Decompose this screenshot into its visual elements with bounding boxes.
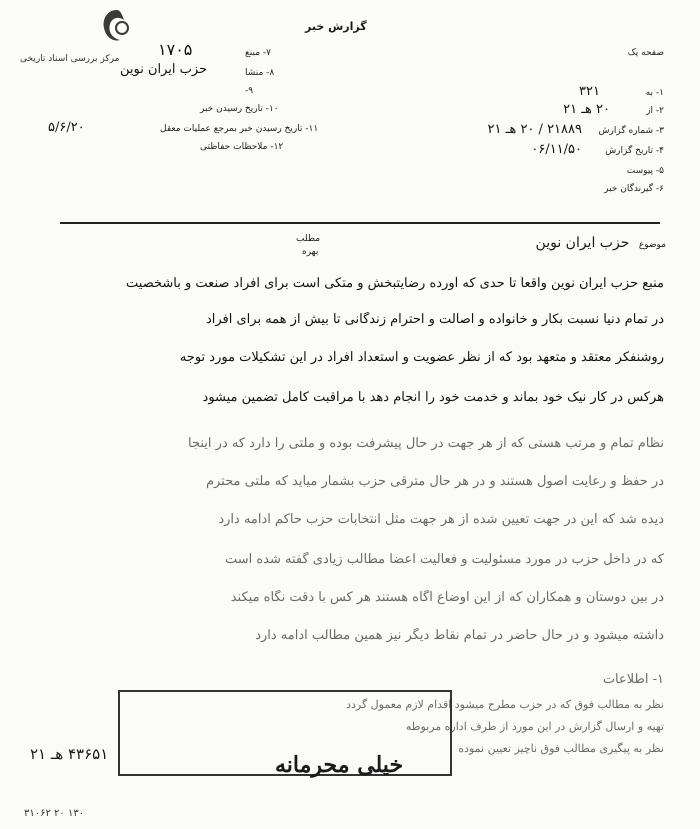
body-line: در تمام دنیا نسبت بکار و خانواده و اصالت و احترام زندگانی تا بیش از همه برای افراد	[205, 312, 664, 327]
header-divider	[60, 222, 660, 224]
logo-text: مرکز بررسی اسناد تاریخی	[20, 54, 120, 64]
matlab-label: مطلب	[296, 234, 321, 244]
header-left-1-value: حزب ایران نوین	[120, 62, 208, 77]
archive-logo	[8, 8, 138, 66]
header-right-2: ۲- از	[646, 106, 664, 116]
header-left-1: ۸- منشا	[245, 68, 275, 78]
body-line: نظر به مطالب فوق که در حزب مطرح میشود اقدام لازم معمول گردد	[346, 698, 664, 711]
archive-logo-icon	[100, 8, 134, 48]
header-left-2: ۹-	[245, 86, 254, 96]
header-right-3: ۳- شماره گزارش	[598, 126, 664, 136]
classification-stamp: خیلی محرمانه	[275, 752, 404, 778]
header-right-1: ۱- به	[645, 88, 664, 98]
body-line: در حفظ و رعایت اصول هستند و در هر حال مترقی حزب بشمار میآید که ملتی محترم	[205, 474, 664, 489]
header-right-6: ۶- گیرندگان خبر	[604, 184, 664, 194]
body-line: روشنفکر معتقد و متعهد بود که از نظر عضویت و استعداد افراد در این تشکیلات مورد توجه	[179, 350, 664, 365]
header-left-3: ۱۰- تاریخ رسیدن خبر	[200, 104, 279, 114]
footer-number: ۳۱۰۶۲ ۲۰ ۱۳۰	[24, 808, 85, 819]
header-left-0: ۷- مبنع	[245, 48, 271, 58]
header-right-3-value: ۲۱۸۸۹ / ۲۰ هـ ۲۱	[487, 122, 582, 137]
body-line: در بین دوستان و همکاران که از این اوضاع آگاه هستند هر کس با دقت نگاه میکند	[230, 590, 664, 605]
body-line: نظر به پیگیری مطالب فوق ناچیز تعیین نموده	[458, 742, 664, 755]
body-line: دیده شد که این در جهت تعیین شده از هر جهت مثل انتخابات حزب حاکم ادامه دارد	[218, 512, 664, 527]
bahreh-label: بهره	[302, 247, 319, 257]
body-line: ۱- اطلاعات	[602, 672, 664, 687]
body-line: نظام تمام و مرتب هستی که از هر جهت در حال پیشرفت بوده و ملتی را دارد که در اینجا	[188, 436, 664, 451]
document-title: گزارش خبر	[305, 20, 367, 33]
header-left-5: ۱۲- ملاحظات حفاظتی	[200, 142, 284, 152]
body-line: داشته میشود و در حال حاضر در تمام نقاط دیگر نیز همین مطالب ادامه دارد	[255, 628, 664, 643]
header-right-2-value: ۲۰ هـ ۲۱	[563, 102, 610, 117]
body-line: هرکس در کار نیک خود بماند و خدمت خود را انجام دهد با مراقبت کامل تضمین میشود	[202, 390, 664, 405]
header-right-4: ۴- تاریخ گزارش	[605, 146, 664, 156]
header-right-5: ۵- پیوست	[626, 166, 664, 176]
header-right-0: صفحه یک	[627, 48, 664, 58]
body-line: که در داخل حزب در مورد مسئولیت و فعالیت اعضا مطالب زیادی گفته شده است	[224, 552, 664, 567]
body-line: تهیه و ارسال گزارش در این مورد از طرف اداره مربوطه	[405, 720, 664, 733]
body-line: منبع حزب ایران نوین واقعاً تا حدی که آورده رضایتبخش و متکی است برای افراد صنعت و باشخصیت	[126, 276, 664, 291]
header-left-4: ۱۱- تاریخ رسیدن خبر بمرجع عملیات معقل	[160, 124, 319, 134]
subject-value: حزب ایران نوین	[535, 235, 630, 251]
header-left-4-value: ۵/۶/۲۰	[48, 120, 85, 135]
header-right-1-value: ۳۲۱	[579, 84, 600, 99]
subject-line	[536, 235, 666, 251]
header-left-0-value: ۱۷۰۵	[158, 40, 193, 59]
subject-label: موضوع	[638, 240, 666, 250]
stamp-number: ۴۳۶۵۱ هـ ۲۱	[30, 745, 109, 763]
header-right-4-value: ۰۶/۱۱/۵۰	[531, 142, 582, 157]
